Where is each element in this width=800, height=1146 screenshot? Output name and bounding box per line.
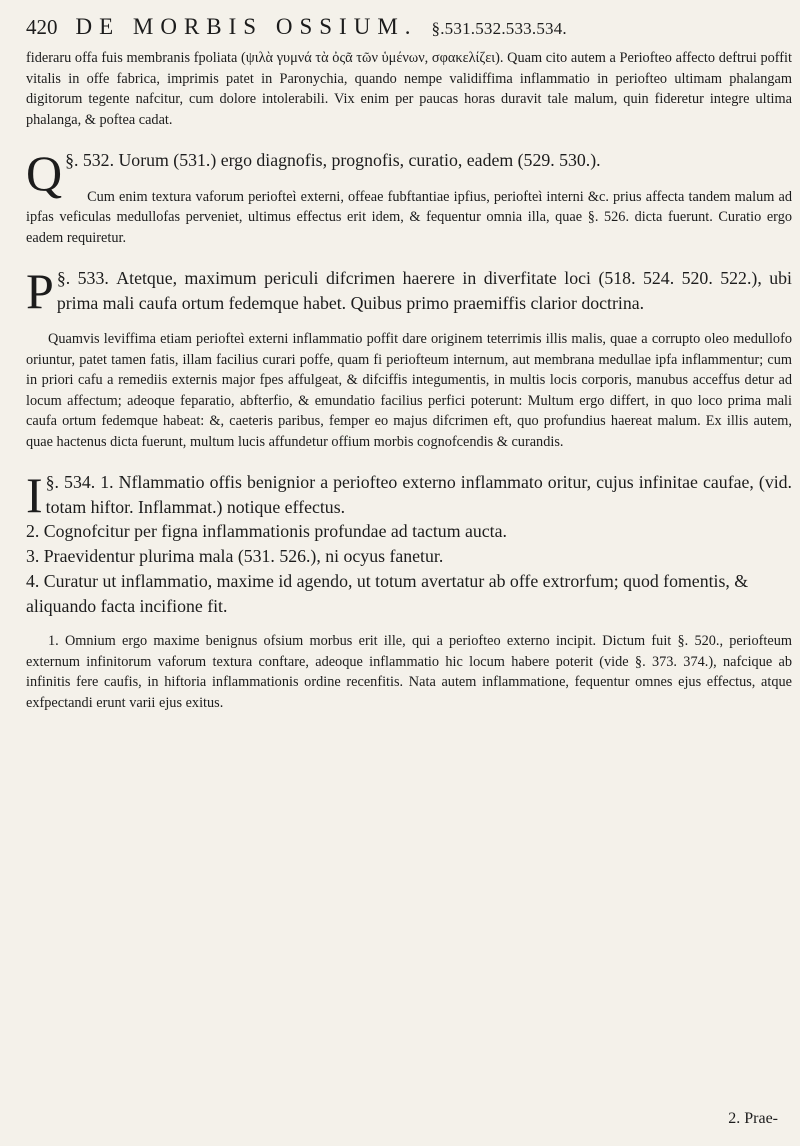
commentary-534-note: 1. Omnium ergo maxime benignus ofsium morbus erit ille, qui a periofteo externo incipit. Dictum fuit §. 520., periofteum externum infinitorum vaforum textura conftare, adeoque inflammatio hic locum habere poterit (vide §. 373. 374.), nafcique ab infinitis fere caufis, in hiftoria inflammationis ordine recenfitis. Nata autem inflammatione, fequentur omnes ejus effectus, atque exfpectandi erunt varii ejus exitus. bbox=[26, 633, 792, 711]
section-number: §. 534. 1. bbox=[45, 472, 114, 492]
running-header bbox=[26, 14, 786, 40]
list-item: 4. Curatur ut inflammatio, maxime id agendo, ut totum avertatur ab offe extrorfum; quod fomentis, & aliquando facta incifione fit. bbox=[26, 571, 749, 616]
text-body bbox=[26, 48, 792, 713]
section-number: §. 532. bbox=[65, 150, 115, 170]
commentary-532: Cum enim textura vaforum periofteì externi, offeae fubftantiae ipfius, periofteì interni &c. prius affecta tandem malum ad ipfas veficulas medullofas perveniet, ultimus effectus erit idem, & fequentur omnia illa, quae §. 526. dicta fuerunt. Curatio ergo eadem requiretur. bbox=[26, 188, 792, 246]
aphorism-text: Atetque, maximum periculi difcrimen haerere in diverfitate loci (518. 524. 520. 522.), ubi prima mali caufa ortum fedemque habet. Quibus primo praemiffis clarior doctrina. bbox=[56, 268, 792, 313]
drop-cap: P bbox=[26, 263, 54, 319]
running-title: DE MORBIS OSSIUM. bbox=[75, 14, 418, 39]
section-reference: §.531.532.533.534. bbox=[431, 19, 567, 38]
page-number: 420 bbox=[26, 15, 58, 39]
commentary-533: Quamvis leviffima etiam periofteì externi inflammatio poffit dare originem teterrimis illis malis, quae a corrupto oleo medullofo oriuntur, patet tamen fatis, illam facilius curari poffe, quam fi periofteum internum, aut membrana medullae ipfa inflammentur; cum in priori cafu a remediis externis major fpes affulgeat, & difciffis integumentis, in multis locis corporis, manubus acceffus detur ad locum affectum; adeoque feparatio, abfterfio, & emundatio facilius perfici poterunt: Multum ergo differt, in quo loco prima mali caufa ortum fedemque habeat: &, caeteris paribus, femper eo majus difcrimen eft, quo profundius haereat malum. Ex illis autem, quae hactenus dicta fuerunt, multum lucis affundetur offium morbis cognofcendis & curandis. bbox=[26, 331, 792, 450]
section-533 bbox=[26, 263, 792, 319]
aphorism-text: Uorum (531.) ergo diagnofis, prognofis, curatio, eadem (529. 530.). bbox=[118, 150, 601, 170]
section-532 bbox=[26, 145, 792, 201]
drop-cap: Q bbox=[26, 145, 63, 201]
aphorism-text: Nflammatio offis benignior a periofteo externo inflammato oritur, cujus infinitae caufae, (vid. totam hiftor. Inflammat.) notique effectus. bbox=[45, 472, 792, 517]
list-item: 2. Cognofcitur per figna inflammationis profundae ad tactum aucta. bbox=[26, 521, 507, 541]
list-item: 3. Praevidentur plurima mala (531. 526.), ni ocyus fanetur. bbox=[26, 546, 444, 566]
paragraph-continuation: fideraru offa fuis membranis fpoliata (ψιλὰ γυμνά τὰ ὀςᾶ τῶν ὑμένων, σφακελίζει). Quam cito autem a Periofteo affecto deftrui poffit vitalis in offe fabrica, imprimis patet in Paronychia, quando nempe validiffima inflammatio in periofteo ultimam phalangam digitorum tegente nafcitur, cum dolore intolerabili. Vix enim per paucas horas duravit tale malum, quin fideretur integre ultima phalanga, & poftea cadat. bbox=[26, 50, 792, 128]
section-number: §. 533. bbox=[56, 268, 109, 288]
drop-cap: I bbox=[26, 467, 43, 523]
section-534 bbox=[26, 467, 792, 523]
catchword: 2. Prae- bbox=[728, 1110, 778, 1127]
